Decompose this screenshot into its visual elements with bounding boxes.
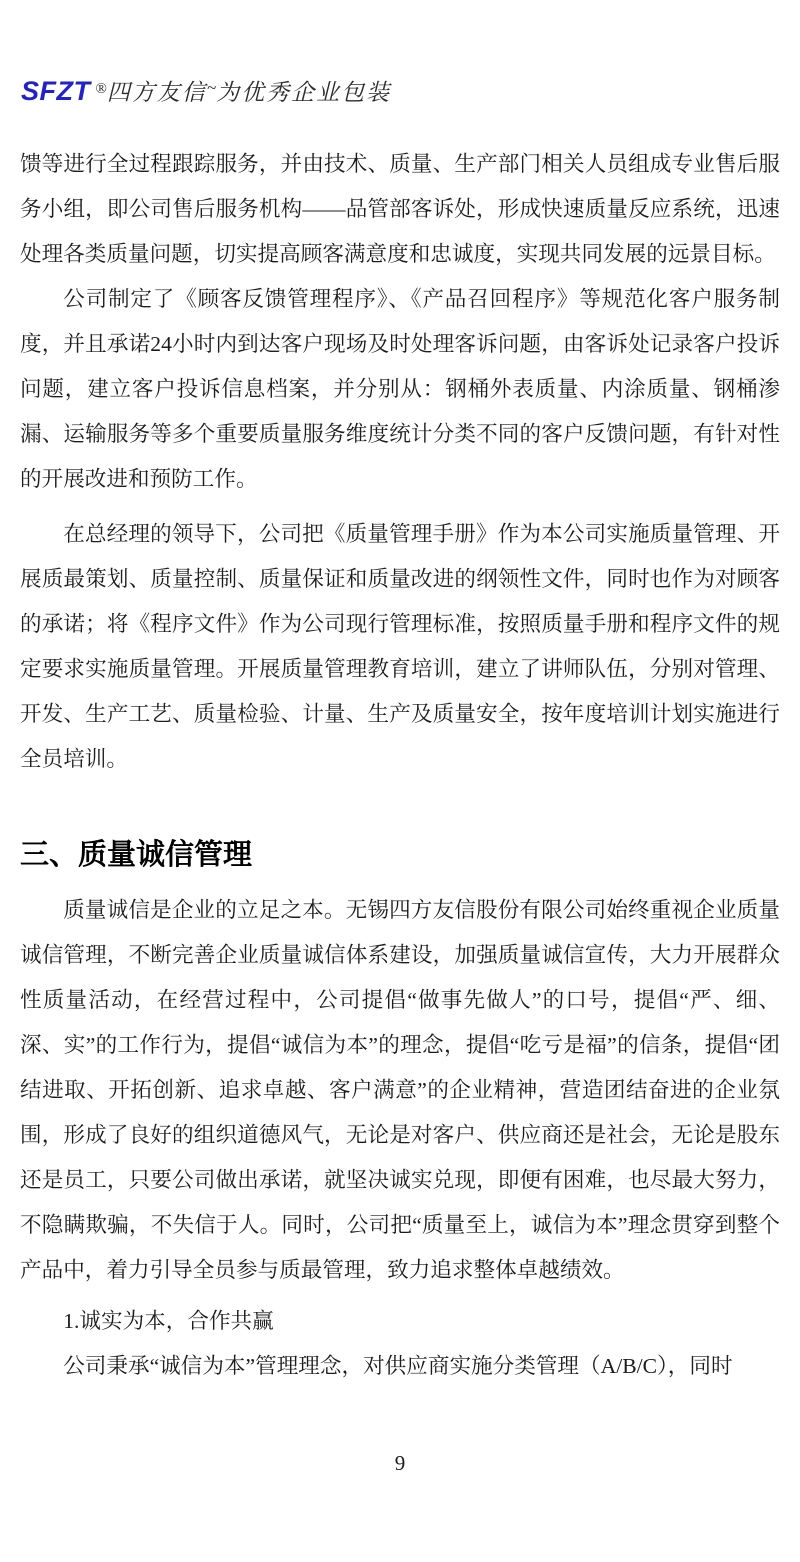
page-number: 9 [394,1451,406,1475]
paragraph-customer-programs: 公司制定了《顾客反馈管理程序》、《产品召回程序》等规范化客户服务制度，并且承诺24小时内到达客户现场及时处理客诉问题，由客诉处记录客户投诉问题，建立客户投诉信息档案，并分别从：钢桶外表质量、内涂质量、钢桶渗漏、运输服务等多个重要质量服务维度统计分类不同的客户反馈问题，有针对性的开展改进和预防工作。 [20,287,780,491]
document-header [21,76,391,111]
paragraph-quality-integrity: 质量诚信是企业的立足之本。无锡四方友信股份有限公司始终重视企业质量诚信管理，不断完善企业质量诚信体系建设，加强质量诚信宣传，大力开展群众性质量活动，在经营过程中，公司提倡“做事先做人”的口号，提倡“严、细、深、实”的工作行为，提倡“诚信为本”的理念，提倡“吃亏是福”的信条，提倡“团结进取、开拓创新、追求卓越、客户满意”的企业精神，营造团结奋进的企业氛围，形成了良好的组织道德风气，无论是对客户、供应商还是社会，无论是股东还是员工，只要公司做出承诺，就坚决诚实兑现，即便有困难，也尽最大努力，不隐瞒欺骗，不失信于人。同时，公司把“质量至上，诚信为本”理念贯穿到整个产品中，着力引导全员参与质最管理，致力追求整体卓越绩效。 [20,898,780,1282]
tilde-mark-icon: ~ [206,78,217,97]
paragraph-after-sales-service: 馈等进行全过程跟踪服务，并由技术、质量、生产部门相关人员组成专业售后服务小组，即公司售后服务机构——品管部客诉处，形成快速质量反应系统，迅速处理各类质量问题，切实提高顾客满意度和忠诚度，实现共同发展的远景目标。 [20,152,780,266]
paragraph-quality-manual: 在总经理的领导下，公司把《质量管理手册》作为本公司实施质量管理、开展质最策划、质量控制、质量保证和质量改进的纲领性文件，同时也作为对顾客的承诺；将《程序文件》作为公司现行管理标准，按照质量手册和程序文件的规定要求实施质量管理。开展质量管理教育培训，建立了讲师队伍，分别对管理、开发、生产工艺、质量检验、计量、生产及质量安全，按年度培训计划实施进行全员培训。 [20,522,780,771]
section-heading-quality-integrity: 三、质量诚信管理 [20,839,253,871]
subitem-honesty-cooperation-title: 1.诚实为本，合作共赢 [63,1309,274,1333]
brand-name-chinese: 四方友信 [106,80,207,105]
document-body [20,142,780,1389]
brand-logo-text: SFZT [21,76,91,106]
paragraph-supplier-management: 公司秉承“诚信为本”管理理念，对供应商实施分类管理（A/B/C），同时 [63,1354,733,1378]
registered-trademark-icon: ® [95,81,107,97]
brand-slogan: 为优秀企业包装 [216,80,392,105]
page-footer [0,1448,800,1481]
